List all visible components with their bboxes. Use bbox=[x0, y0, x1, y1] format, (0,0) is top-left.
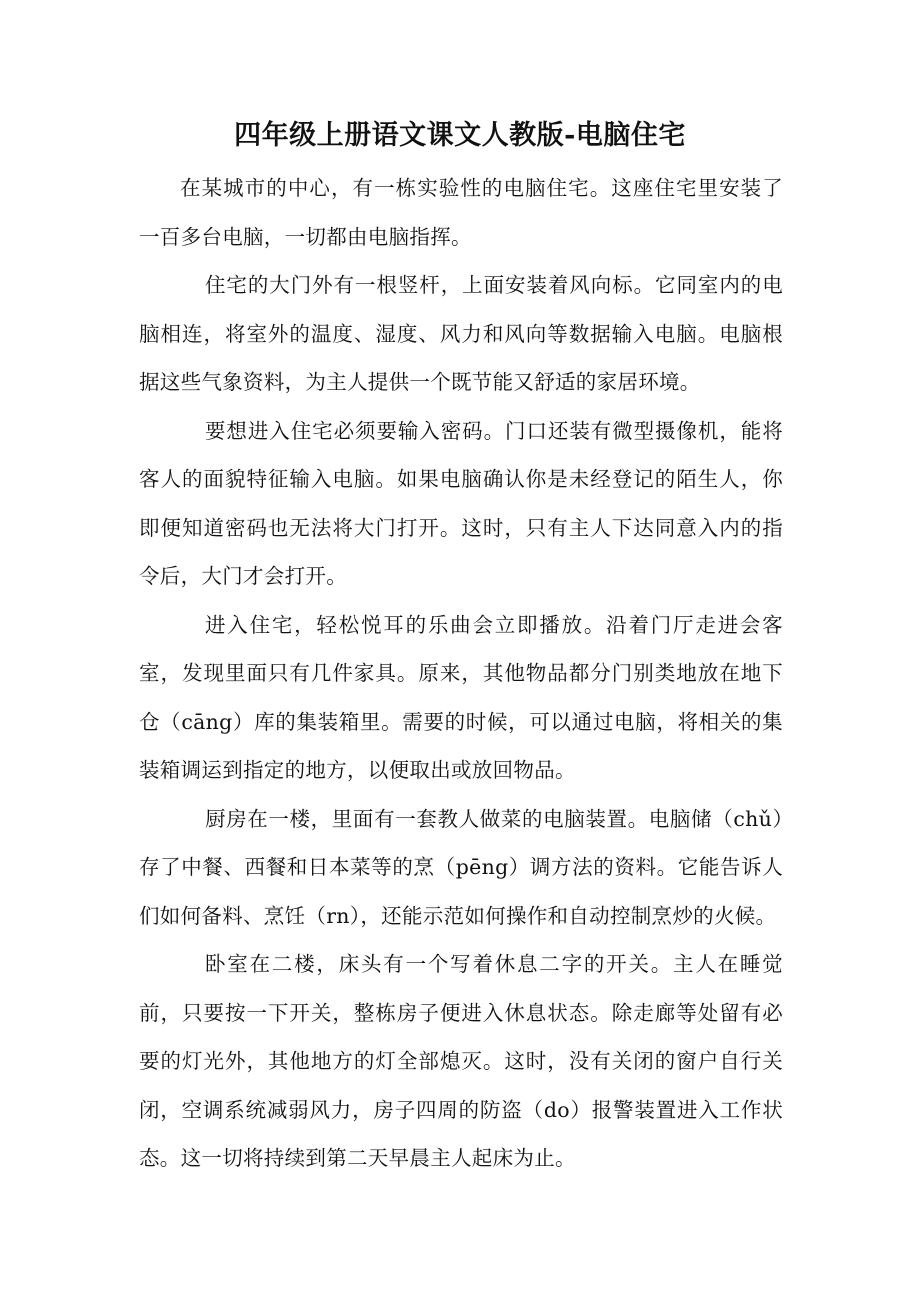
document-title: 四年级上册语文课文人教版-电脑住宅 bbox=[234, 120, 686, 151]
document-body bbox=[139, 164, 783, 1183]
paragraph-weather-vane: 住宅的大门外有一根竖杆，上面安装着风向标。它同室内的电脑相连，将室外的温度、湿度、风力和风向等数据输入电脑。电脑根据这些气象资料，为主人提供一个既节能又舒适的家居环境。 bbox=[139, 273, 783, 394]
paragraph-bedroom: 卧室在二楼，床头有一个写着休息二字的开关。主人在睡觉前，只要按一下开关，整栋房子便进入休息状态。除走廊等处留有必要的灯光外，其他地方的灯全部熄灭。这时，没有关闭的窗户自行关闭，空调系统减弱风力，房子四周的防盗（do）报警装置进入工作状态。这一切将持续到第二天早晨主人起床为止。 bbox=[139, 952, 783, 1170]
paragraph-living-room: 进入住宅，轻松悦耳的乐曲会立即播放。沿着门厅走进会客室，发现里面只有几件家具。原来，其他物品都分门别类地放在地下仓（cāng）库的集装箱里。需要的时候，可以通过电脑，将相关的集装箱调运到指定的地方，以便取出或放回物品。 bbox=[139, 612, 783, 782]
paragraph-intro: 在某城市的中心，有一栋实验性的电脑住宅。这座住宅里安装了一百多台电脑，一切都由电脑指挥。 bbox=[139, 176, 783, 249]
paragraph-entry-password: 要想进入住宅必须要输入密码。门口还装有微型摄像机，能将客人的面貌特征输入电脑。如果电脑确认你是未经登记的陌生人，你即便知道密码也无法将大门打开。这时，只有主人下达同意入内的指令后，大门才会打开。 bbox=[139, 418, 783, 588]
paragraph-kitchen: 厨房在一楼，里面有一套教人做菜的电脑装置。电脑储（chǔ）存了中餐、西餐和日本菜等的烹（pēng）调方法的资料。它能告诉人们如何备料、烹饪（rn），还能示范如何操作和自动控制烹炒的火候。 bbox=[139, 806, 783, 928]
